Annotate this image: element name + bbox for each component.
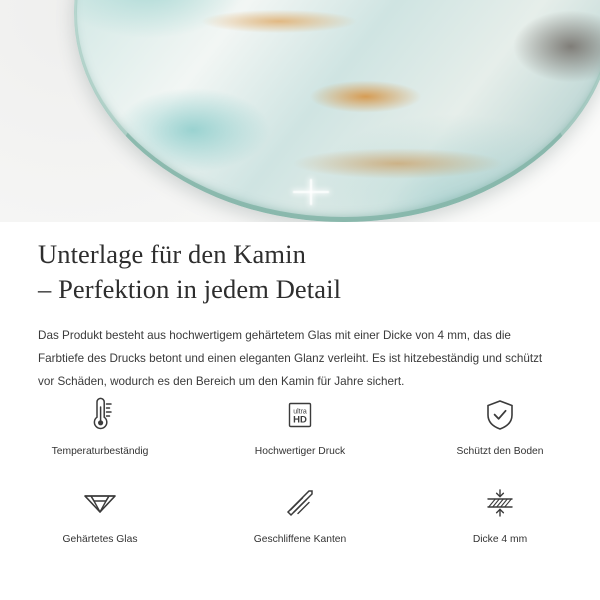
feature-label: Schützt den Boden bbox=[456, 446, 544, 457]
hero-image bbox=[0, 0, 600, 222]
feature-label: Geschliffene Kanten bbox=[253, 534, 347, 545]
feature-label: Gehärtetes Glas bbox=[62, 534, 138, 545]
glass-plate-image bbox=[74, 0, 600, 222]
feature-label: Dicke 4 mm bbox=[472, 534, 528, 545]
headline-line-2: – Perfektion in jedem Detail bbox=[38, 274, 342, 305]
page-title bbox=[0, 222, 600, 307]
feature-item-print-quality bbox=[200, 392, 400, 466]
feature-item-floor-protection bbox=[400, 392, 600, 466]
feature-item-tempered-glass bbox=[0, 480, 200, 554]
shield-check-icon bbox=[478, 392, 522, 438]
feature-item-temperature bbox=[0, 392, 200, 466]
feature-item-polished-edges bbox=[200, 480, 400, 554]
ultra-hd-icon bbox=[278, 392, 322, 438]
text-content bbox=[0, 222, 600, 394]
feature-label: Temperaturbeständig bbox=[51, 446, 149, 457]
svg-text:HD: HD bbox=[293, 414, 307, 426]
headline-line-1: Unterlage für den Kamin bbox=[38, 239, 306, 269]
feature-grid bbox=[0, 392, 600, 554]
body-paragraph: Das Produkt besteht aus hochwertigem gehärtetem Glas mit einer Dicke von 4 mm, das die Farbtiefe des Drucks betont und einen eleganten Glanz verleiht. Es ist hitzebeständig und schützt vor Schäden, wodurch es den Bereich um den Kamin für Jahre sichert. bbox=[38, 329, 543, 389]
polished-edges-icon bbox=[278, 480, 322, 526]
feature-item-thickness bbox=[400, 480, 600, 554]
feature-label: Hochwertiger Druck bbox=[254, 446, 346, 457]
diamond-icon bbox=[78, 480, 122, 526]
svg-text:ultra: ultra bbox=[293, 408, 307, 416]
thermometer-icon bbox=[78, 392, 122, 438]
thickness-arrows-icon bbox=[478, 480, 522, 526]
